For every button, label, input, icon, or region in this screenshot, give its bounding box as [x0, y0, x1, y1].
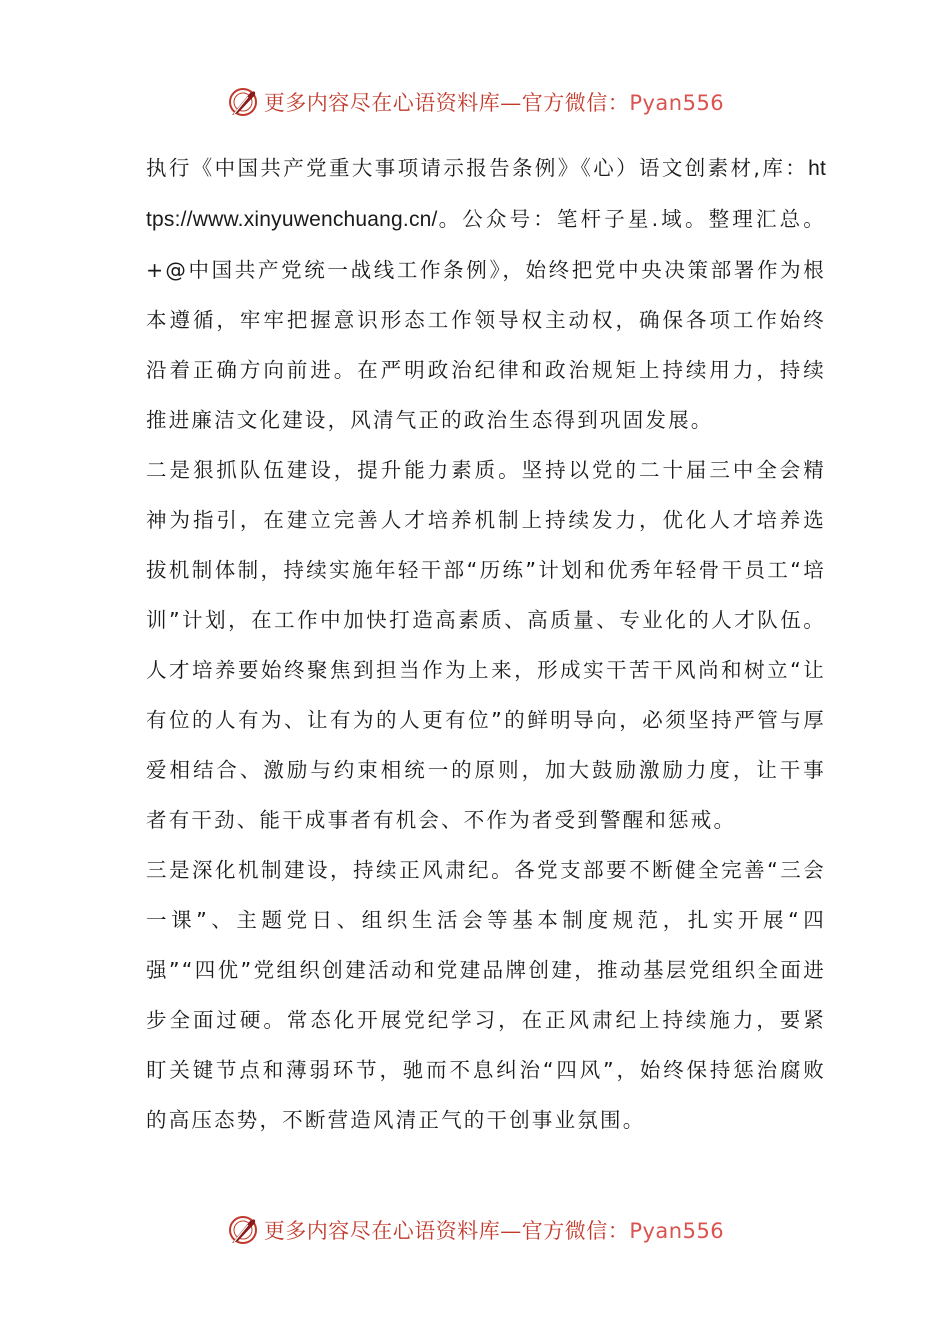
footer-banner-wechat-id: Pyan556 — [629, 1219, 725, 1243]
footer-watermark-banner — [0, 1210, 950, 1250]
paragraph-3: 三是深化机制建设，持续正风肃纪。各党支部要不断健全完善“三会一课”、主题党日、组织生活会等基本制度规范，扎实开展“四强”“四优”党组织创建活动和党建品牌创建，推动基层党组织全面进步全面过硬。常态化开展党纪学习，在正风肃纪上持续施力，要紧盯关键节点和薄弱环节，驰而不息纠治“四风”，始终保持惩治腐败的高压态势，不断营造风清正气的干创事业氛围。 — [146, 858, 826, 1132]
footer-banner-text — [264, 1215, 724, 1245]
paragraph-2: 二是狠抓队伍建设，提升能力素质。坚持以党的二十届三中全会精神为指引，在建立完善人才培养机制上持续发力，优化人才培养选拔机制体制，持续实施年轻干部“历练”计划和优秀年轻骨干员工“培训”计划，在工作中加快打造高素质、高质量、专业化的人才队伍。人才培养要始终聚焦到担当作为上来，形成实干苦干风尚和树立“让有位的人有为、让有为的人更有位”的鲜明导向，必须坚持严管与厚爱相结合、激励与约束相统一的原则，加大鼓励激励力度，让干事者有干劲、能干成事者有机会、不作为者受到警醒和惩戒。 — [146, 458, 826, 832]
header-banner-text — [264, 87, 724, 117]
paragraph-1-intro: 执行《中国共产党重大事项请示报告条例》《心）语文创素材,库： — [146, 156, 809, 180]
paragraph-1-body: 。公众号：笔杆子星.域。整理汇总。+@中国共产党统一战线工作条例》，始终把党中央决策部署作为根本遵循，牢牢把握意识形态工作领导权主动权，确保各项工作始终沿着正确方向前进。在严明政治纪律和政治规矩上持续用力，持续推进廉洁文化建设，风清气正的政治生态得到巩固发展。 — [146, 207, 826, 432]
footer-banner-label: 更多内容尽在心语资料库—官方微信： — [263, 1219, 630, 1243]
quill-logo-icon — [226, 1213, 260, 1247]
paragraph-1 — [146, 143, 826, 445]
quill-logo-icon — [226, 85, 260, 119]
source-url: https://www.xinyuwenchuang.cn/ — [146, 157, 826, 231]
header-banner-wechat-id: Pyan556 — [629, 91, 725, 115]
document-body — [146, 143, 826, 1145]
header-watermark-banner — [0, 82, 950, 122]
header-banner-label: 更多内容尽在心语资料库—官方微信： — [263, 91, 630, 115]
